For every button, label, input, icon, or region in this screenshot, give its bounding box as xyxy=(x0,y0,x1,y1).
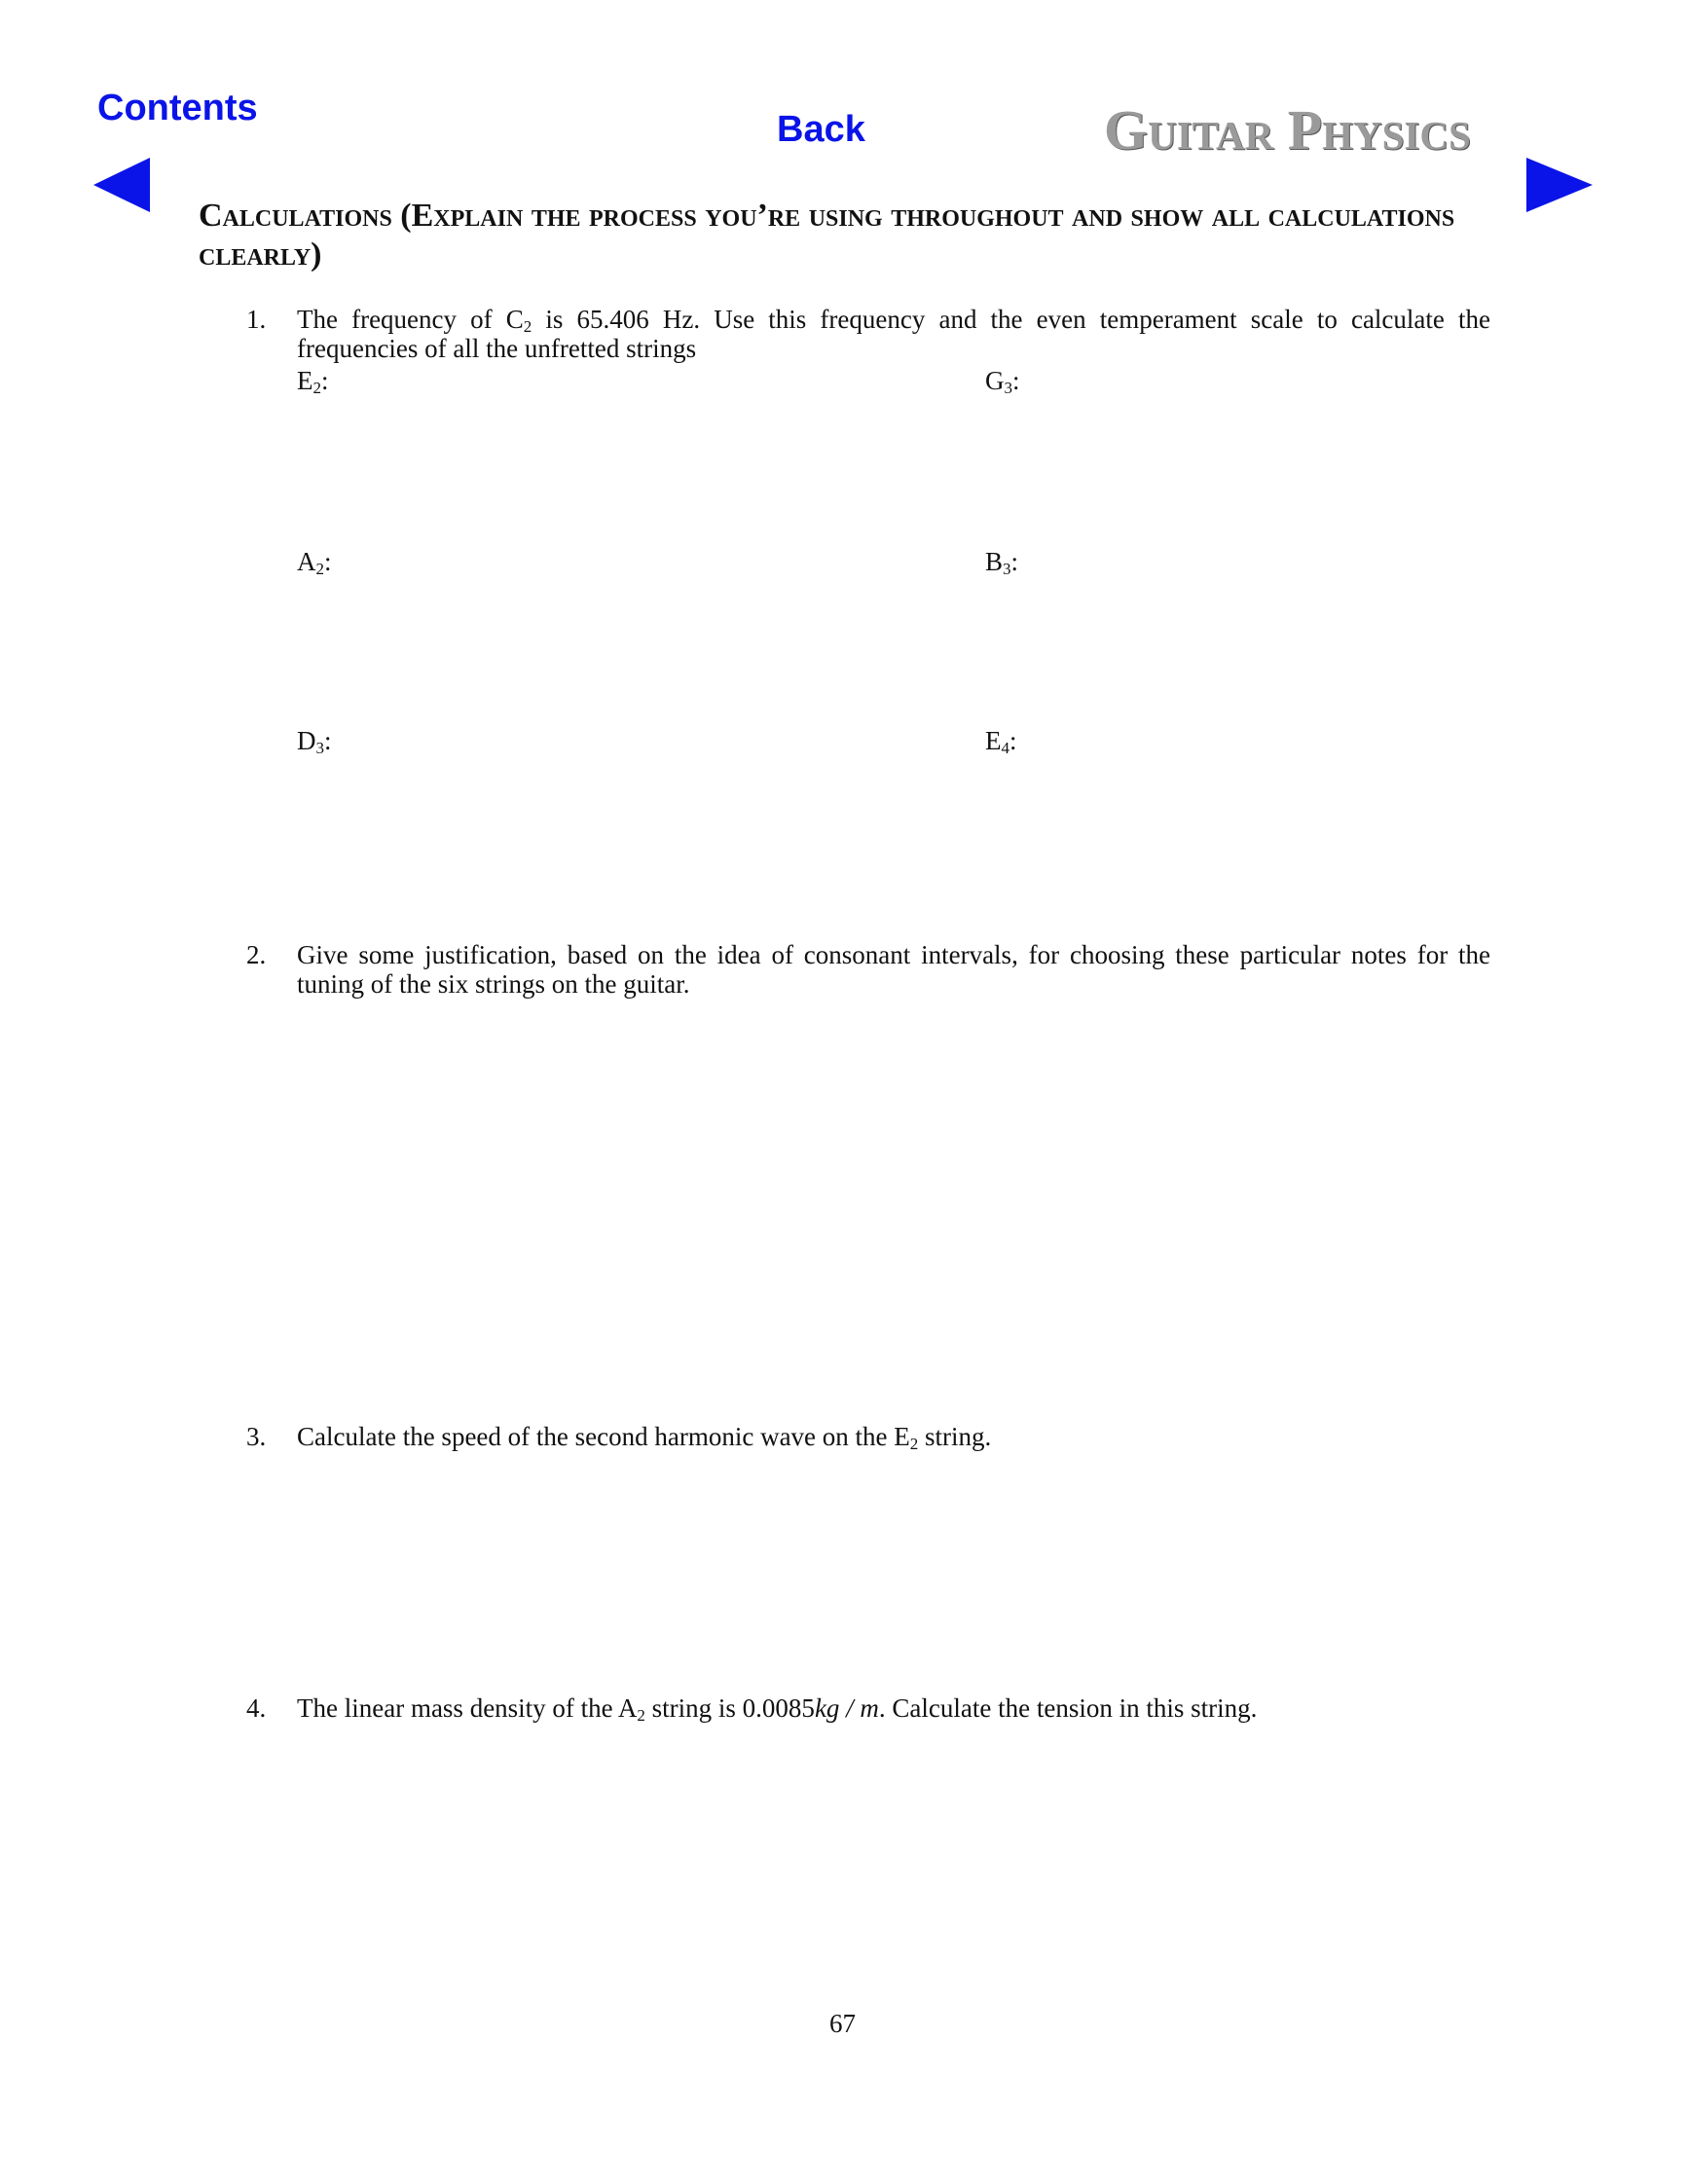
section-heading: Calculations (Explain the process you’re using throughout and show all calculations clearly) xyxy=(199,198,1455,273)
note-g3-label: $G_3$: xyxy=(985,366,1020,397)
question-3-number: 3. xyxy=(246,1422,267,1451)
next-page-arrow-icon[interactable] xyxy=(1524,156,1595,214)
question-3-text: Calculate the speed of the second harmonic wave on the $E_2$ string. xyxy=(297,1422,992,1453)
back-link[interactable]: Back xyxy=(777,109,865,150)
question-4-text: The linear mass density of the $A_2$ string is 0.0085kg / m. Calculate the tension in this string. xyxy=(297,1693,1258,1725)
question-1-number: 1. xyxy=(246,305,267,334)
brand-title: Guitar Physics xyxy=(1104,98,1471,162)
question-1-text: The frequency of $C_2$ is 65.406 Hz. Use this frequency and the even temperament scale to calculate the frequencies of all the unfretted strings xyxy=(297,305,1490,363)
page-number: 67 xyxy=(829,2009,856,2038)
contents-link[interactable]: Contents xyxy=(97,88,258,128)
note-e2-label: $E_2$: xyxy=(297,366,329,397)
unit-kg-per-m: kg / m xyxy=(814,1693,879,1723)
note-a2-label: $A_2$: xyxy=(297,547,332,578)
question-2-number: 2. xyxy=(246,940,267,969)
question-4-number: 4. xyxy=(246,1693,267,1723)
note-b3-label: $B_3$: xyxy=(985,547,1019,578)
previous-page-arrow-icon[interactable] xyxy=(92,156,152,214)
question-2-text: Give some justification, based on the idea of consonant intervals, for choosing these particular notes for the tuning of the six strings on the guitar. xyxy=(297,940,1490,999)
note-d3-label: $D_3$: xyxy=(297,726,332,757)
note-e4-label: $E_4$: xyxy=(985,726,1017,757)
